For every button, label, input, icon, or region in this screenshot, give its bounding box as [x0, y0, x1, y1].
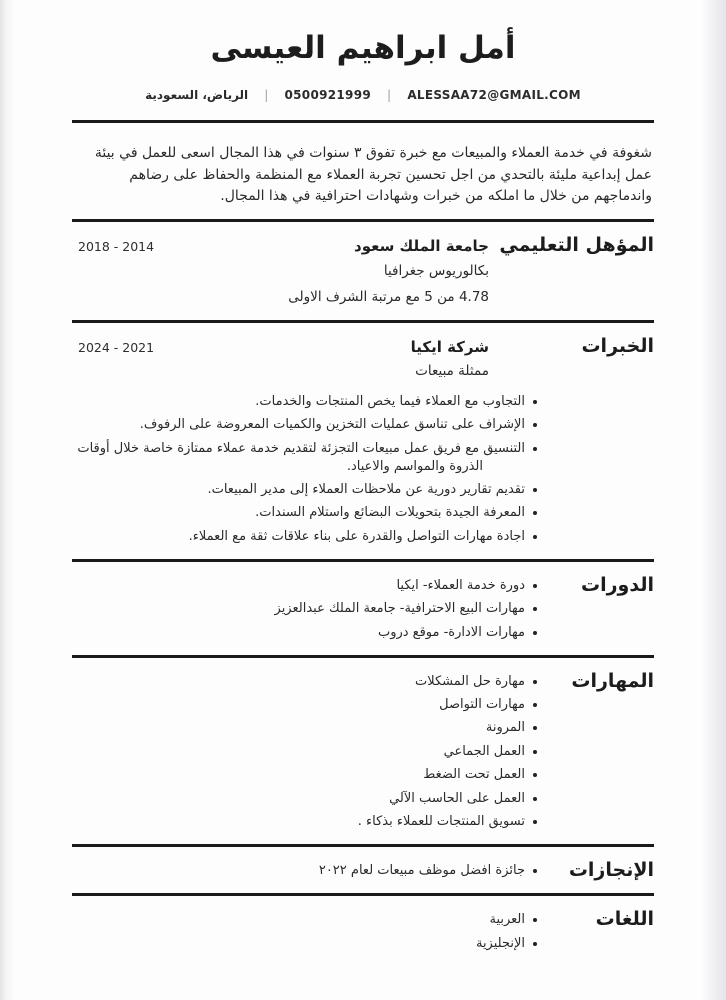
- bullet-text: مهارة حل المشكلات: [414, 673, 525, 689]
- section-achievements: [72, 847, 654, 893]
- bullet-icon: [533, 869, 537, 873]
- experience-bullet: [72, 481, 537, 499]
- bullet-text: التجاوب مع العملاء فيما يخص المنتجات والخدمات.: [255, 393, 525, 409]
- skill-item: [72, 696, 537, 714]
- bullet-text: تسويق المنتجات للعملاء بذكاء .: [357, 814, 525, 830]
- profile-summary: شغوفة في خدمة العملاء والمبيعات مع خبرة تفوق ٣ سنوات في هذا المجال اسعى للعمل في بيئة عمل إبداعية مليئة بالتحدي من اجل تحسين تجربة العملاء مع المنظمة والحفاظ على رضاهم واندماجهم من خلال ما املكه من خبرات وشهادات احترافية في هذا المجال.: [94, 145, 652, 204]
- contact-separator: |: [264, 88, 269, 103]
- contact-separator: |: [387, 88, 392, 103]
- bullet-icon: [533, 631, 537, 635]
- experience-bullet: [72, 416, 537, 434]
- course-item: [72, 600, 537, 618]
- experience-bullet: [72, 393, 537, 411]
- bullet-icon: [533, 584, 537, 588]
- candidate-name: أمل ابراهيم العيسى: [210, 30, 516, 66]
- skill-item: [72, 813, 537, 831]
- bullet-text: المرونة: [485, 720, 525, 736]
- bullet-icon: [533, 447, 537, 451]
- bullet-icon: [533, 680, 537, 684]
- photo-edge-left: [0, 0, 8, 1000]
- section-education: [72, 222, 654, 320]
- section-title-education: المؤهل التعليمي: [499, 234, 654, 257]
- section-title-achievements: الإنجازات: [568, 859, 654, 882]
- experience-role: ممثلة مبيعات: [415, 363, 489, 380]
- bullet-icon: [533, 535, 537, 539]
- contact-phone: 0500921999: [284, 88, 371, 103]
- contact-email: ALESSAA72@GMAIL.COM: [407, 88, 581, 103]
- bullet-text: التنسيق مع فريق عمل مبيعات التجزئة لتقديم خدمة عملاء ممتازة خاصة خلال أوقات الذروة والمواسم والاعياد.: [77, 440, 525, 474]
- bullet-icon: [533, 820, 537, 824]
- bullet-text: مهارات التواصل: [439, 697, 525, 713]
- contact-location: الرياض، السعودية: [145, 88, 249, 103]
- section-experience: [72, 323, 654, 559]
- bullet-icon: [533, 750, 537, 754]
- section-courses: [72, 562, 654, 655]
- bullet-icon: [533, 797, 537, 801]
- language-item: [72, 935, 537, 953]
- bullet-text: جائزة افضل موظف مبيعات لعام ٢٠٢٢: [318, 863, 525, 879]
- bullet-text: مهارات الادارة- موقع دروب: [377, 624, 525, 640]
- section-title-skills: المهارات: [571, 669, 654, 692]
- course-item: [72, 577, 537, 595]
- bullet-icon: [533, 918, 537, 922]
- skill-item: [72, 719, 537, 737]
- education-dates: 2014 - 2018: [78, 239, 155, 255]
- education-institution: جامعة الملك سعود: [354, 237, 489, 256]
- skill-item: [72, 673, 537, 691]
- bullet-text: العمل تحت الضغط: [423, 767, 525, 783]
- bullet-icon: [533, 511, 537, 515]
- course-item: [72, 624, 537, 642]
- experience-company: شركة ايكيا: [410, 337, 489, 356]
- section-skills: [72, 658, 654, 845]
- bullet-text: العربية: [489, 912, 525, 928]
- skill-item: [72, 790, 537, 808]
- bullet-text: الإنجليزية: [475, 935, 525, 951]
- bullet-text: الإشراف على تناسق عمليات التخزين والكميات المعروضة على الرفوف.: [139, 417, 525, 433]
- language-item: [72, 911, 537, 929]
- section-title-courses: الدورات: [581, 573, 654, 596]
- bullet-text: اجادة مهارات التواصل والقدرة على بناء علاقات ثقة مع العملاء.: [188, 528, 525, 544]
- education-degree: بكالوريوس جغرافيا: [383, 262, 489, 279]
- bullet-icon: [533, 703, 537, 707]
- bullet-icon: [533, 488, 537, 492]
- achievement-item: [72, 862, 537, 880]
- section-title-experience: الخبرات: [581, 334, 654, 357]
- section-title-languages: اللغات: [595, 908, 654, 931]
- photo-edge-right: [718, 0, 726, 1000]
- skill-item: [72, 766, 537, 784]
- skill-item: [72, 743, 537, 761]
- experience-bullet: [72, 504, 537, 522]
- bullet-icon: [533, 726, 537, 730]
- bullet-icon: [533, 773, 537, 777]
- bullet-text: العمل الجماعي: [443, 743, 525, 759]
- bullet-text: دورة خدمة العملاء- ايكيا: [396, 577, 525, 593]
- bullet-text: تقديم تقارير دورية عن ملاحظات العملاء إلى مدير المبيعات.: [207, 481, 525, 497]
- contact-row: [72, 88, 654, 102]
- experience-dates: 2021 - 2024: [78, 339, 155, 355]
- bullet-icon: [533, 942, 537, 946]
- bullet-text: العمل على الحاسب الآلي: [389, 790, 525, 806]
- bullet-text: مهارات البيع الاحترافية- جامعة الملك عبدالعزيز: [274, 601, 525, 617]
- bullet-icon: [533, 400, 537, 404]
- experience-bullet: [72, 528, 537, 546]
- bullet-icon: [533, 607, 537, 611]
- bullet-icon: [533, 423, 537, 427]
- experience-bullet: [72, 440, 537, 476]
- section-languages: [72, 896, 654, 965]
- bullet-text: المعرفة الجيدة بتحويلات البضائع واستلام السندات.: [255, 505, 525, 521]
- education-gpa: 4.78 من 5 مع مرتبة الشرف الاولى: [288, 289, 489, 306]
